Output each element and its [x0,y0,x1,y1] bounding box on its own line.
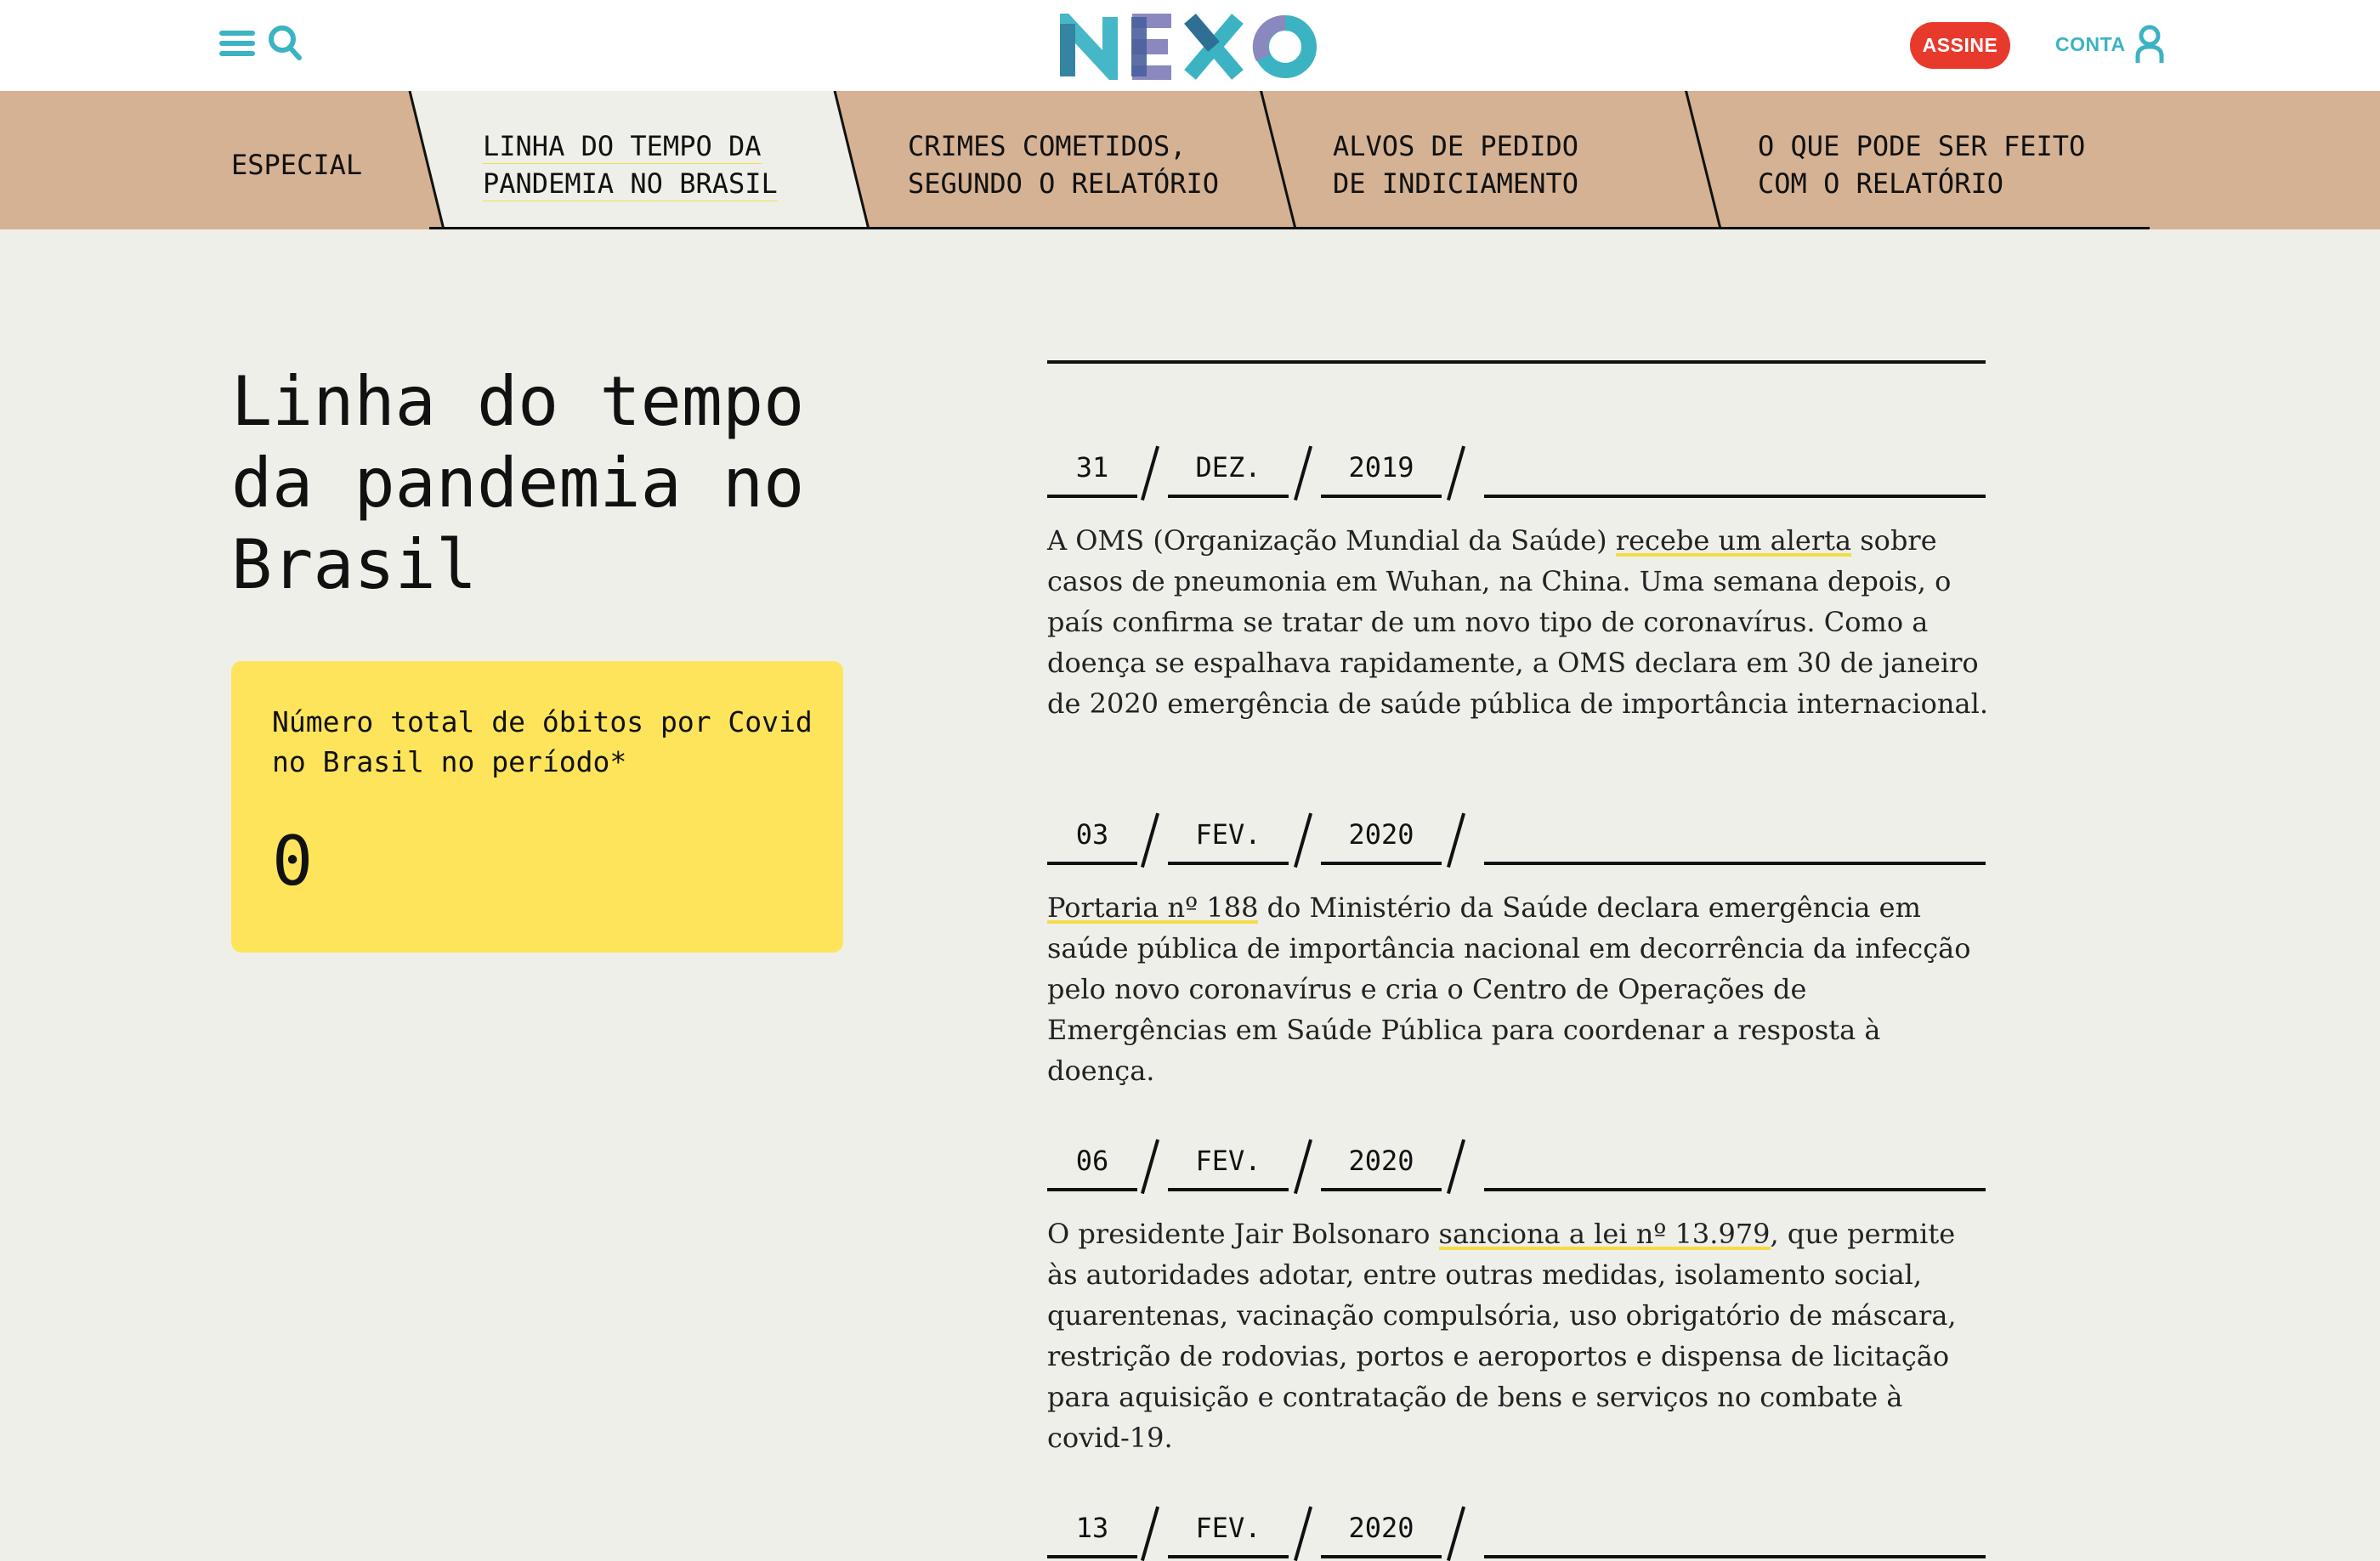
tab-label: ALVOS DE PEDIDO DE INDICIAMENTO [1333,130,1578,200]
date-year: 2020 [1321,811,1442,865]
date-month: DEZ. [1168,444,1289,498]
death-counter-label: Número total de óbitos por Covid no Brasil no período* [272,705,813,778]
entry-text: A OMS (Organização Mundial da Saúde) recebe um alerta sobre casos de pneumonia em Wuhan, na China. Uma semana depois, o país confirma se tratar de um novo tipo de coronavírus. Como a doença se espalhava rapidamente, a OMS declara em 30 de janeiro de 2020 emergência de saúde pública de importância internacional. [1047,524,1988,720]
entry-text: O presidente Jair Bolsonaro sanciona a lei nº 13.979, que permite às autoridades adotar, entre outras medidas, isolamento social, quarentenas, vacinação compulsória, uso obrigatório de máscara, restrição de rodovias, portos e aeroportos e dispensa de licitação para aquisição e contratação de bens e serviços no combate à covid-19. [1047,1218,1957,1454]
date-month: FEV. [1168,1504,1289,1558]
entry-date [1047,444,1986,498]
nexo-logo[interactable] [1059,14,1319,80]
date-day: 03 [1047,811,1137,865]
page-title: Linha do tempo da pandemia no Brasil [231,362,805,604]
death-counter-value: 0 [272,822,314,901]
section-nav [0,91,2380,229]
top-header [0,0,2380,91]
nav-baseline [429,227,2150,229]
timeline-entry [1047,811,1986,1091]
subscribe-button[interactable]: ASSINE [1910,22,2010,69]
tab-o-que-pode-ser-feito[interactable] [0,91,2150,227]
entry-text: Portaria nº 188 do Ministério da Saúde declara emergência em saúde pública de importância nacional em decorrência da infecção pelo novo coronavírus e cria o Centro de Operações de Emergências em Saúde Pública para coordenar a resposta à doença. [1047,891,1971,1087]
death-counter-card [231,661,843,953]
entry-link[interactable]: Portaria nº 188 [1047,891,1259,924]
tab-label: CRIMES COMETIDOS, SEGUNDO O RELATÓRIO [908,130,1220,200]
tab-label: LINHA DO TEMPO DA PANDEMIA NO BRASIL [483,130,778,200]
timeline-entry [1047,1504,1986,1558]
date-year: 2019 [1321,444,1442,498]
search-icon[interactable] [267,24,304,63]
menu-icon[interactable] [219,27,258,61]
tab-label: O QUE PODE SER FEITO COM O RELATÓRIO [1758,130,2086,200]
date-day: 13 [1047,1504,1137,1558]
nexo-logo-mark [1059,14,1319,80]
entry-link[interactable]: recebe um alerta [1615,524,1852,557]
entry-date [1047,811,1986,865]
user-icon [2134,24,2165,65]
timeline-entry [1047,1137,1986,1458]
date-year: 2020 [1321,1137,1442,1191]
account-button[interactable] [2055,19,2165,70]
entry-link[interactable]: sanciona a lei nº 13.979 [1438,1218,1771,1250]
nav-section-text: ESPECIAL [231,149,363,181]
date-year: 2020 [1321,1504,1442,1558]
date-month: FEV. [1168,811,1289,865]
entry-date [1047,1504,1986,1558]
date-month: FEV. [1168,1137,1289,1191]
timeline-entry [1047,444,1986,724]
account-label: CONTA [2055,32,2126,55]
timeline-top-rule [1047,360,1986,364]
entry-date [1047,1137,1986,1191]
date-day: 31 [1047,444,1137,498]
date-day: 06 [1047,1137,1137,1191]
